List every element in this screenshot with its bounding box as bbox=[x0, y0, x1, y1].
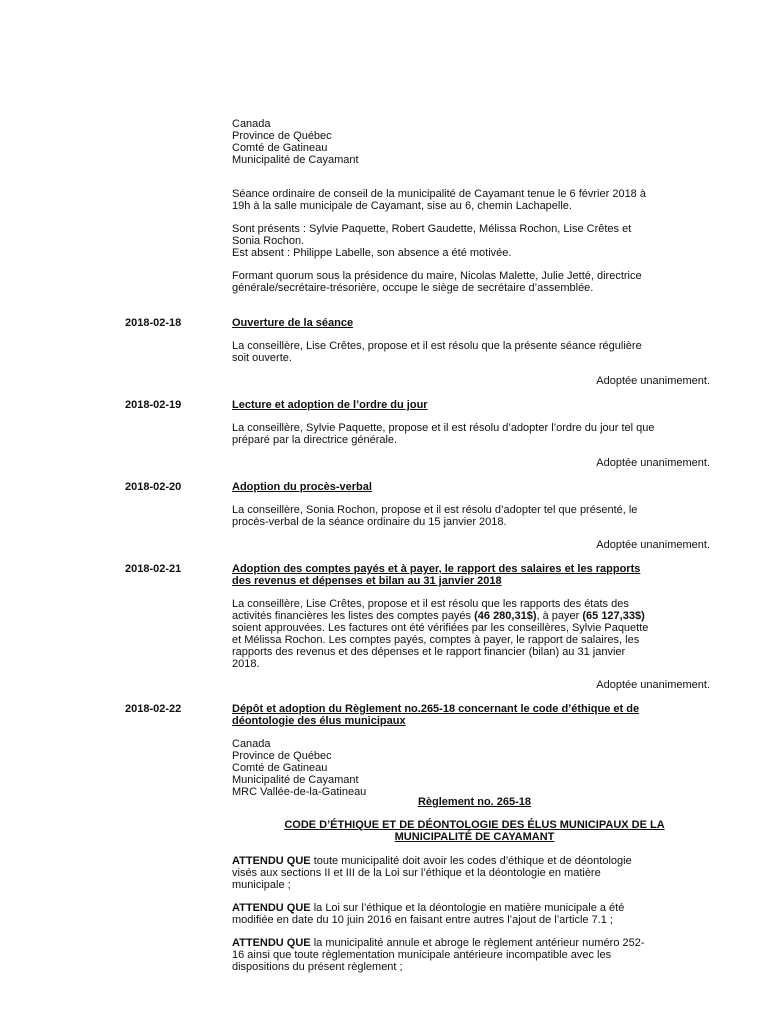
attendu-line bbox=[232, 937, 717, 949]
body-line: rapports des revenus et des dépenses et le rapport financier (bilan) au 31 janvier bbox=[232, 646, 626, 658]
attendu-text: la municipalité annule et abroge le règlement antérieur numéro 252- bbox=[310, 937, 645, 949]
resolution-number: 2018-02-18 bbox=[125, 317, 182, 329]
resolution-body bbox=[232, 504, 717, 528]
address-line: Comté de Gatineau bbox=[232, 762, 328, 774]
presents-line: Sonia Rochon. bbox=[232, 235, 305, 247]
adopted-label: Adoptée unanimement. bbox=[596, 539, 710, 551]
resolution-body bbox=[232, 598, 717, 670]
resolution-number: 2018-02-19 bbox=[125, 399, 182, 411]
resolution-title bbox=[232, 399, 717, 411]
adopted-label: Adoptée unanimement. bbox=[596, 457, 710, 469]
attendu-line: 16 ainsi que toute règlementation municipale antérieure incompatible avec les bbox=[232, 949, 612, 961]
address-line: MRC Vallée-de-la-Gatineau bbox=[232, 786, 367, 798]
resolution-title bbox=[232, 317, 717, 329]
body-text: activités financières les listes des comptes payés bbox=[232, 610, 475, 622]
address-line: Province de Québec bbox=[232, 750, 332, 762]
resolution-title-line: Adoption des comptes payés et à payer, le rapport des salaires et les rapports bbox=[232, 563, 641, 575]
body-line: La conseillère, Sonia Rochon, propose et il est résolu d’adopter tel que présenté, le bbox=[232, 504, 638, 516]
attendu-line: dispositions du présent règlement ; bbox=[232, 961, 403, 973]
body-line: La conseillère, Sylvie Paquette, propose et il est résolu d’adopter l’ordre du jour tel que bbox=[232, 422, 655, 434]
attendu-text: la Loi sur l’éthique et la déontologie en matière municipale a été bbox=[310, 902, 625, 914]
attendu-line: visés aux sections II et III de la Loi sur l’éthique et la déontologie en matière bbox=[232, 867, 601, 879]
quorum-paragraph bbox=[232, 270, 717, 294]
header-line: Province de Québec bbox=[232, 130, 332, 142]
resolution-number: 2018-02-22 bbox=[125, 703, 182, 715]
attendu-paragraph bbox=[232, 937, 717, 973]
resolution-title bbox=[232, 481, 717, 493]
header-line: Municipalité de Cayamant bbox=[232, 154, 359, 166]
address-line: Canada bbox=[232, 738, 271, 750]
attendu-label: ATTENDU QUE bbox=[232, 937, 311, 949]
seance-paragraph bbox=[232, 188, 717, 212]
quorum-line: générale/secrétaire-trésorière, occupe le siège de secrétaire d’assemblée. bbox=[232, 282, 594, 294]
presents-line: Sont présents : Sylvie Paquette, Robert Gaudette, Mélissa Rochon, Lise Crêtes et bbox=[232, 223, 632, 235]
body-line: 2018. bbox=[232, 658, 260, 670]
attendu-text: toute municipalité doit avoir les codes d’éthique et de déontologie bbox=[310, 855, 632, 867]
body-line: procès-verbal de la séance ordinaire du 15 janvier 2018. bbox=[232, 516, 507, 528]
resolution-title-line: Dépôt et adoption du Règlement no.265-18 concernant le code d’éthique et de bbox=[232, 703, 640, 715]
attendu-line bbox=[232, 902, 717, 914]
adopted-label: Adoptée unanimement. bbox=[596, 679, 710, 691]
header-address bbox=[232, 118, 717, 166]
quorum-line: Formant quorum sous la présidence du maire, Nicolas Malette, Julie Jetté, directrice bbox=[232, 270, 642, 282]
amount-to-pay: (65 127,33$) bbox=[582, 610, 645, 622]
body-line: et Mélissa Rochon. Les comptes payés, comptes à payer, le rapport de salaires, les bbox=[232, 634, 640, 646]
attendu-line: municipale ; bbox=[232, 879, 291, 891]
resolution-title-line: déontologie des élus municipaux bbox=[232, 715, 406, 727]
code-title-line: MUNICIPALITÉ DE CAYAMANT bbox=[394, 831, 555, 843]
amount-paid: (46 280,31$) bbox=[474, 610, 537, 622]
reglement-number: Règlement no. 265-18 bbox=[417, 796, 532, 808]
resolution-title-line: Lecture et adoption de l’ordre du jour bbox=[232, 399, 428, 411]
resolution-body bbox=[232, 422, 717, 446]
attendu-line: modifiée en date du 10 juin 2016 en faisant entre autres l’ajout de l’article 7.1 ; bbox=[232, 914, 613, 926]
absent-line: Est absent : Philippe Labelle, son absence a été motivée. bbox=[232, 247, 512, 259]
body-line: soit ouverte. bbox=[232, 352, 292, 364]
code-title-line: CODE D’ÉTHIQUE ET DE DÉONTOLOGIE DES ÉLUS MUNICIPAUX DE LA bbox=[284, 819, 665, 831]
body-line: La conseillère, Lise Crêtes, propose et il est résolu que la présente séance régulière bbox=[232, 340, 642, 352]
address-line: Municipalité de Cayamant bbox=[232, 774, 359, 786]
resolution-title bbox=[232, 703, 717, 727]
seance-line: 19h à la salle municipale de Cayamant, sise au 6, chemin Lachapelle. bbox=[232, 200, 572, 212]
attendu-label: ATTENDU QUE bbox=[232, 855, 311, 867]
resolution-title bbox=[232, 563, 717, 587]
body-line bbox=[232, 610, 717, 622]
attendu-paragraph bbox=[232, 902, 717, 926]
resolution-title-line: Adoption du procès-verbal bbox=[232, 481, 372, 493]
reglement-address bbox=[232, 738, 717, 798]
body-line: préparé par la directrice générale. bbox=[232, 434, 398, 446]
adopted-label: Adoptée unanimement. bbox=[596, 375, 710, 387]
resolution-body bbox=[232, 340, 717, 364]
attendu-paragraph bbox=[232, 855, 717, 891]
body-line: La conseillère, Lise Crêtes, propose et il est résolu que les rapports des états des bbox=[232, 598, 629, 610]
code-title bbox=[232, 819, 717, 843]
attendu-label: ATTENDU QUE bbox=[232, 902, 311, 914]
body-line: soient approuvées. Les factures ont été vérifiées par les conseillères, Sylvie Paquette bbox=[232, 622, 649, 634]
resolution-title-line: Ouverture de la séance bbox=[232, 317, 354, 329]
header-line: Comté de Gatineau bbox=[232, 142, 328, 154]
resolution-number: 2018-02-20 bbox=[125, 481, 182, 493]
resolution-title-line: des revenus et dépenses et bilan au 31 janvier 2018 bbox=[232, 575, 502, 587]
header-line: Canada bbox=[232, 118, 271, 130]
resolution-number: 2018-02-21 bbox=[125, 563, 182, 575]
body-text: , à payer bbox=[536, 610, 583, 622]
attendu-line bbox=[232, 855, 717, 867]
seance-line: Séance ordinaire de conseil de la municipalité de Cayamant tenue le 6 février 2018 à bbox=[232, 188, 646, 200]
presents-paragraph bbox=[232, 223, 717, 259]
